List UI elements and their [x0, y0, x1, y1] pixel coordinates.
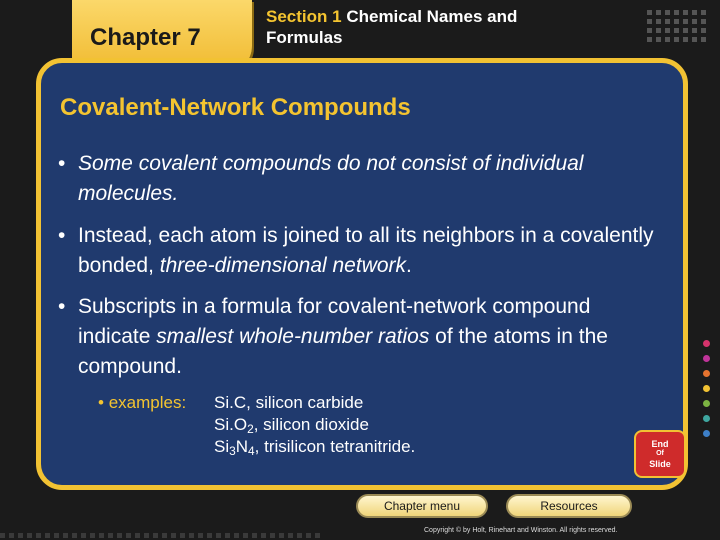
- decorative-dot-grid-bottom: [0, 533, 320, 538]
- chapter-title: Chapter 7: [90, 24, 201, 51]
- side-dot: [703, 430, 710, 437]
- decorative-dot: [656, 19, 661, 24]
- decorative-dot: [99, 533, 104, 538]
- decorative-dot: [701, 28, 706, 33]
- decorative-dot: [647, 37, 652, 42]
- decorative-dot: [683, 37, 688, 42]
- decorative-dot: [692, 10, 697, 15]
- bullet-emphasis: smallest whole-number ratios: [156, 325, 430, 348]
- decorative-dot: [701, 37, 706, 42]
- end-of-slide-button[interactable]: [636, 432, 684, 476]
- decorative-side-dots: [703, 340, 710, 437]
- end-of-slide-line2: Of: [656, 450, 664, 457]
- decorative-dot: [665, 10, 670, 15]
- decorative-dot: [45, 533, 50, 538]
- decorative-dot: [198, 533, 203, 538]
- decorative-dot: [656, 37, 661, 42]
- decorative-dot: [171, 533, 176, 538]
- decorative-dot: [288, 533, 293, 538]
- decorative-dot: [144, 533, 149, 538]
- decorative-dot: [90, 533, 95, 538]
- bullet-icon: •: [58, 295, 66, 318]
- decorative-dot: [81, 533, 86, 538]
- decorative-dot: [315, 533, 320, 538]
- end-of-slide-line3: Slide: [649, 459, 671, 469]
- decorative-dot: [656, 10, 661, 15]
- formula: Si: [214, 437, 230, 456]
- decorative-dot: [117, 533, 122, 538]
- bullet-text: [58, 292, 668, 382]
- bullet-icon: •: [58, 224, 66, 247]
- bullet-item: [58, 292, 668, 382]
- decorative-dot: [647, 28, 652, 33]
- compound-name: , silicon dioxide: [253, 415, 369, 434]
- subscript: 2: [247, 421, 254, 436]
- examples-list: [214, 392, 415, 458]
- decorative-dot: [665, 19, 670, 24]
- side-dot: [703, 400, 710, 407]
- decorative-dot: [234, 533, 239, 538]
- bullet-item: [58, 221, 668, 281]
- decorative-dot: [683, 28, 688, 33]
- formula: Si.O: [214, 415, 248, 434]
- decorative-dot: [656, 28, 661, 33]
- decorative-dot: [674, 28, 679, 33]
- decorative-dot: [54, 533, 59, 538]
- decorative-dot: [18, 533, 23, 538]
- bullet-text-end: of the atoms in the compound.: [78, 325, 608, 378]
- bullet-text-end: .: [406, 254, 412, 277]
- example-silicon-carbide: [214, 392, 415, 414]
- formula: N: [235, 437, 249, 456]
- sub-bullet-icon: •: [98, 393, 104, 412]
- decorative-dot: [297, 533, 302, 538]
- bullet-text-part: Instead, each atom is joined to all its neighbors in a covalently bonded,: [78, 224, 654, 277]
- bullet-emphasis: three-dimensional network: [159, 254, 407, 277]
- decorative-dot: [243, 533, 248, 538]
- side-dot: [703, 415, 710, 422]
- decorative-dot: [674, 37, 679, 42]
- end-of-slide-line1: End: [651, 439, 669, 449]
- decorative-dot: [692, 37, 697, 42]
- bullet-text-part: Subscripts in a formula for covalent-network compound indicate: [78, 295, 591, 348]
- decorative-dot: [72, 533, 77, 538]
- decorative-dot: [153, 533, 158, 538]
- decorative-dot: [692, 19, 697, 24]
- example-trisilicon-tetranitride: [214, 436, 415, 458]
- side-dot: [703, 340, 710, 347]
- bullet-text: [58, 221, 668, 281]
- side-dot: [703, 385, 710, 392]
- decorative-dot: [683, 10, 688, 15]
- example-silicon-dioxide: [214, 414, 415, 436]
- decorative-dot: [180, 533, 185, 538]
- decorative-dot: [647, 10, 652, 15]
- examples-label-text: examples:: [108, 393, 187, 412]
- decorative-dot: [27, 533, 32, 538]
- decorative-dot: [270, 533, 275, 538]
- section-title: [266, 6, 586, 48]
- decorative-dot: [665, 37, 670, 42]
- formula: Si.C: [214, 393, 247, 412]
- decorative-dot: [683, 19, 688, 24]
- decorative-dot: [261, 533, 266, 538]
- section-number: Section 1: [266, 7, 342, 26]
- decorative-dot: [216, 533, 221, 538]
- decorative-dot: [126, 533, 131, 538]
- bullet-item: [58, 149, 668, 209]
- decorative-dot: [0, 533, 5, 538]
- decorative-dot: [108, 533, 113, 538]
- compound-name: , silicon carbide: [246, 393, 364, 412]
- decorative-dot: [252, 533, 257, 538]
- decorative-dot: [692, 28, 697, 33]
- decorative-dot: [674, 10, 679, 15]
- decorative-dot: [306, 533, 311, 538]
- compound-name: , trisilicon tetranitride.: [254, 437, 416, 456]
- bullet-icon: •: [58, 152, 66, 175]
- decorative-dot: [36, 533, 41, 538]
- section-name: Chemical Names and Formulas: [266, 7, 518, 47]
- side-dot: [703, 370, 710, 377]
- slide-heading: Covalent-Network Compounds: [60, 94, 411, 121]
- decorative-dot: [674, 19, 679, 24]
- decorative-dot: [9, 533, 14, 538]
- decorative-dot: [647, 19, 652, 24]
- examples-label: [98, 392, 186, 414]
- decorative-dot-grid-top: [647, 10, 706, 42]
- subscript: 3: [229, 443, 236, 458]
- subscript: 4: [248, 443, 255, 458]
- decorative-dot: [701, 19, 706, 24]
- decorative-dot: [189, 533, 194, 538]
- decorative-dot: [225, 533, 230, 538]
- decorative-dot: [665, 28, 670, 33]
- decorative-dot: [701, 10, 706, 15]
- decorative-dot: [207, 533, 212, 538]
- side-dot: [703, 355, 710, 362]
- bullet-text: Some covalent compounds do not consist of individual molecules.: [78, 152, 584, 205]
- chapter-menu-button[interactable]: Chapter menu: [356, 494, 488, 518]
- copyright-text: Copyright © by Holt, Rinehart and Winston. All rights reserved.: [424, 527, 618, 534]
- decorative-dot: [135, 533, 140, 538]
- decorative-dot: [63, 533, 68, 538]
- resources-button[interactable]: Resources: [506, 494, 632, 518]
- decorative-dot: [162, 533, 167, 538]
- decorative-dot: [279, 533, 284, 538]
